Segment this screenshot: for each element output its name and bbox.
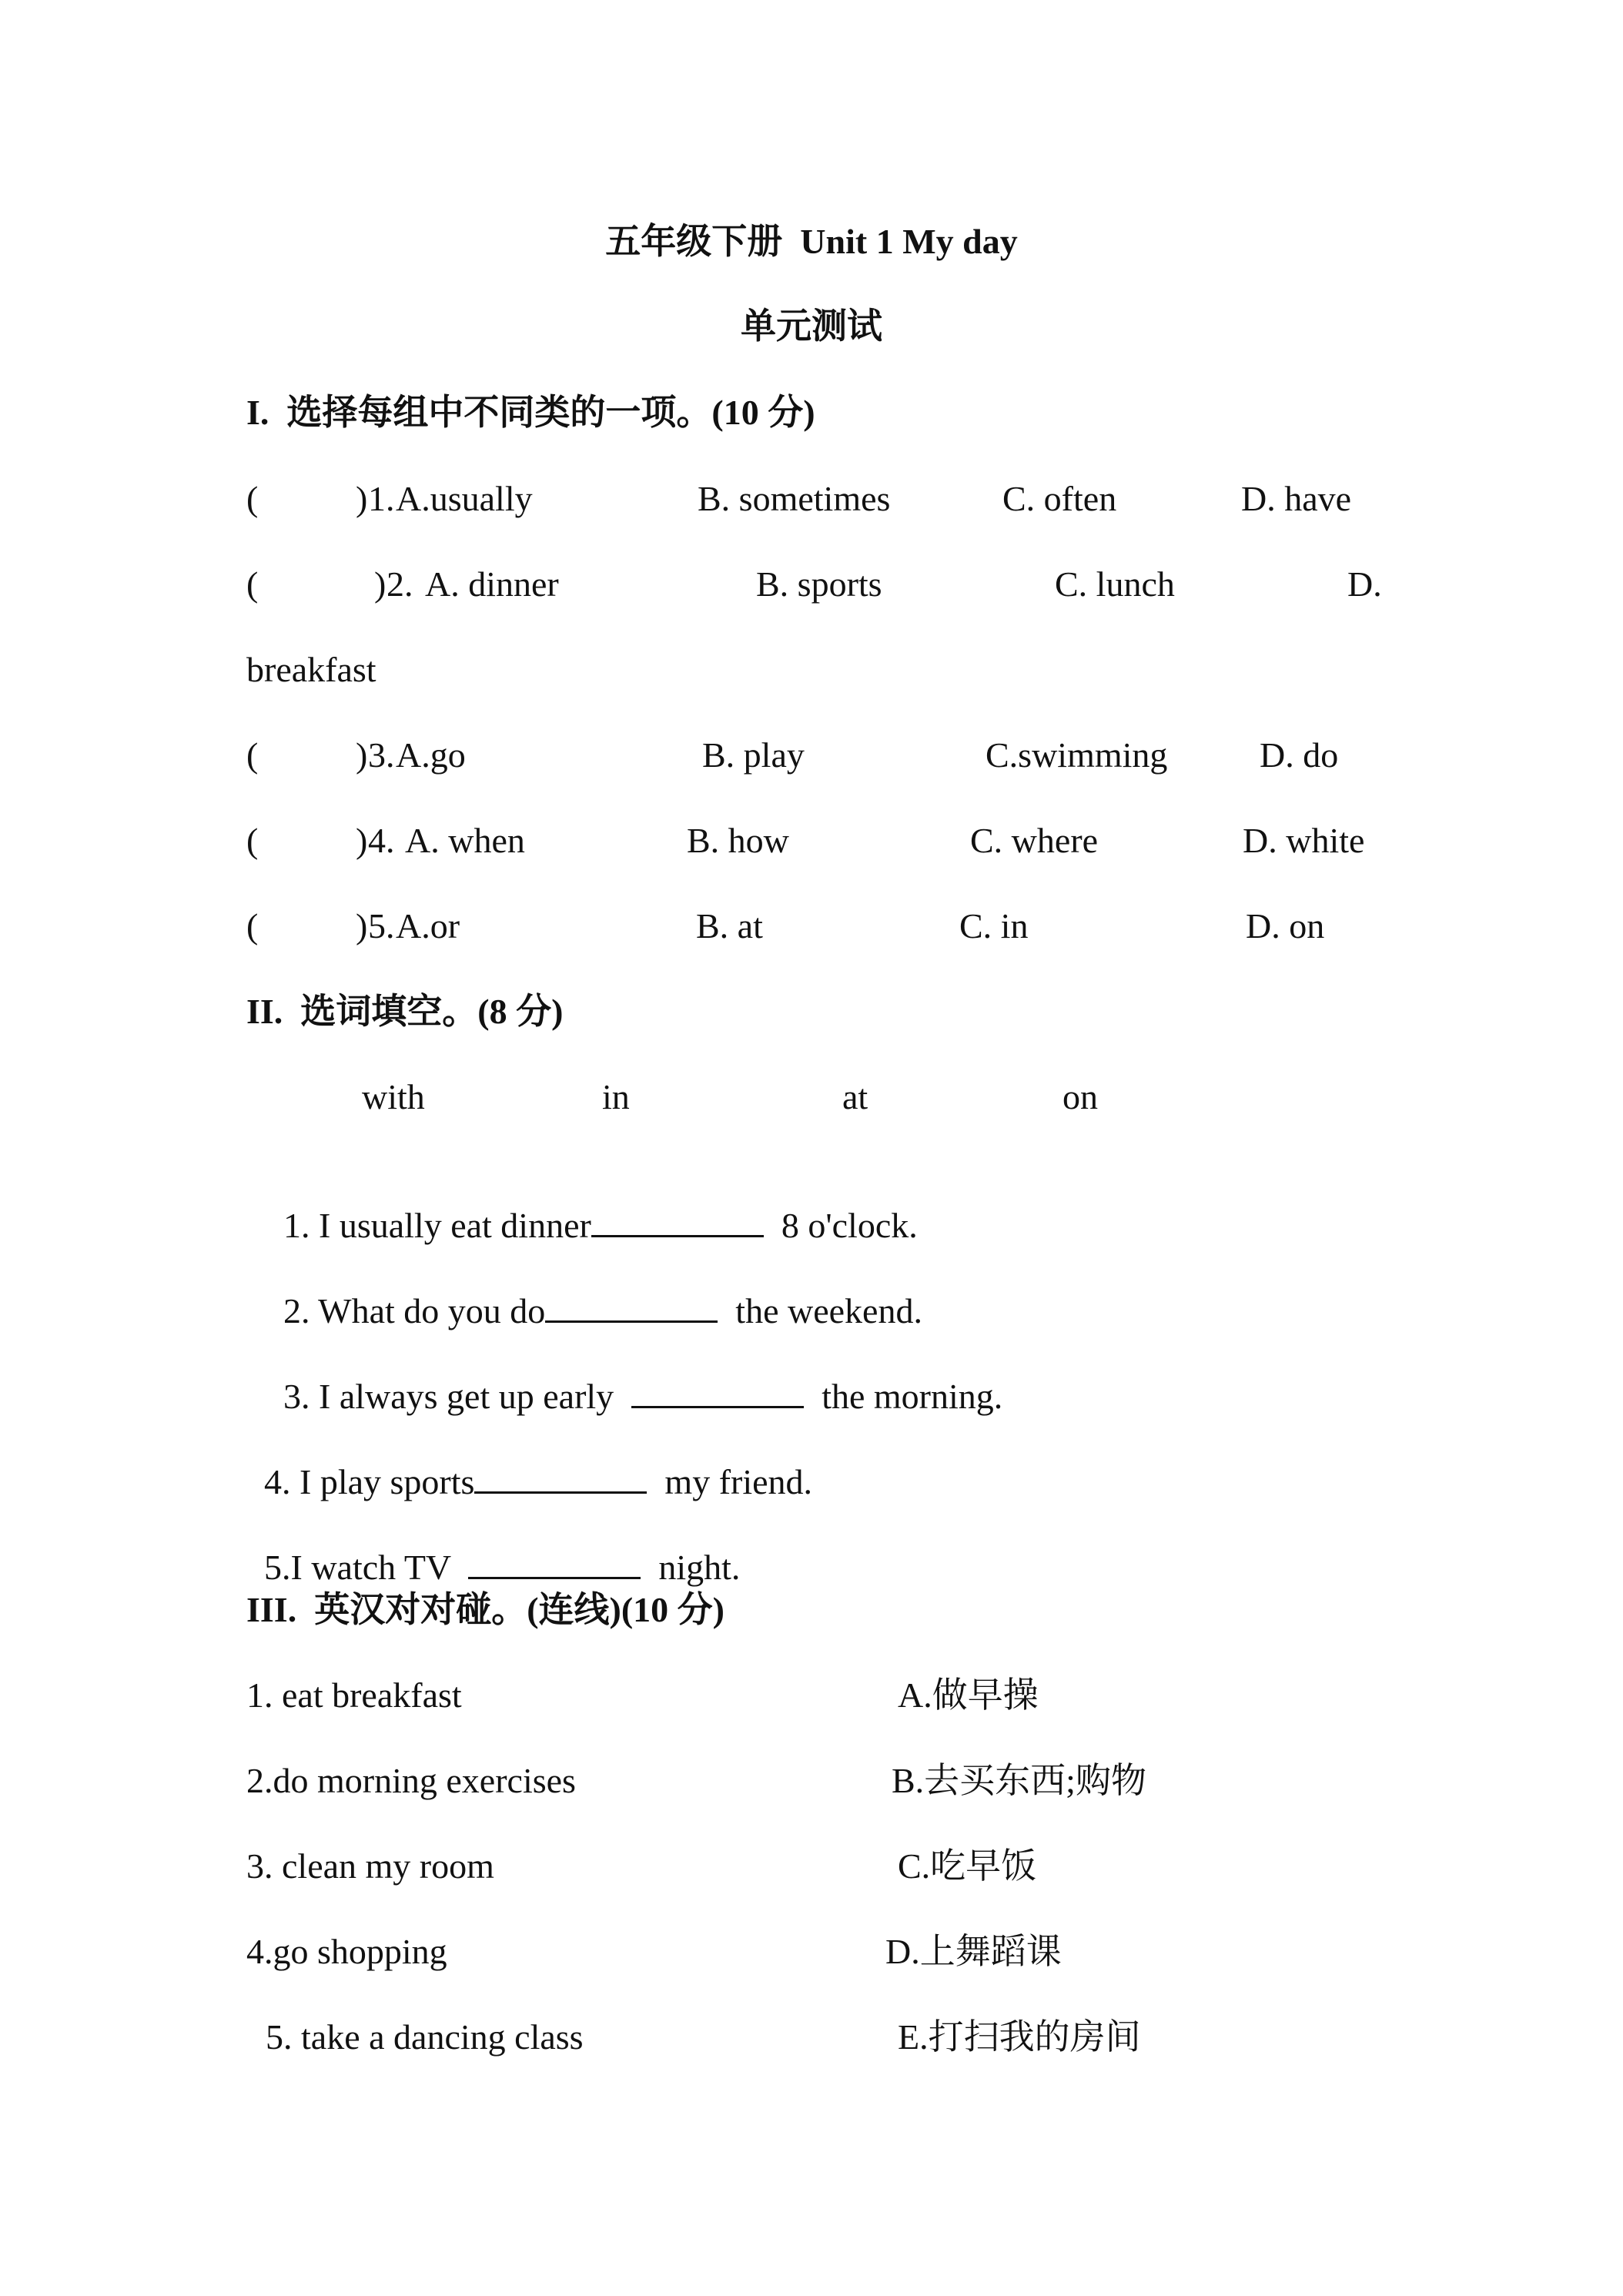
match-left-2[interactable]: 2.do morning exercises bbox=[246, 1761, 576, 1800]
item-1-option-d: D. have bbox=[1241, 479, 1352, 518]
item-5-number: 5. bbox=[368, 906, 395, 946]
fill-sentence-1-before: 1. I usually eat dinner bbox=[283, 1206, 591, 1245]
fill-sentence-1-after: 8 o'clock. bbox=[781, 1206, 918, 1245]
fill-sentence-4-after: my friend. bbox=[664, 1462, 813, 1501]
item-1-option-a: A.usually bbox=[396, 479, 533, 518]
item-3-close-paren: ) bbox=[356, 735, 368, 775]
match-right-d[interactable]: D.上舞蹈课 bbox=[885, 1932, 1062, 1971]
fill-sentence-4 bbox=[246, 1417, 812, 1504]
item-4-open-paren: ( bbox=[246, 821, 259, 860]
word-bank-with: with bbox=[362, 1077, 425, 1116]
page-subtitle: 单元测试 bbox=[741, 306, 882, 346]
item-3-option-d: D. do bbox=[1260, 735, 1339, 775]
item-1-option-c: C. often bbox=[1002, 479, 1117, 518]
item-4-option-a: A. when bbox=[405, 821, 525, 860]
match-left-5[interactable]: 5. take a dancing class bbox=[266, 2017, 584, 2057]
word-bank-in: in bbox=[602, 1077, 630, 1116]
item-3-option-c: C.swimming bbox=[986, 735, 1168, 775]
fill-blank-1[interactable] bbox=[591, 1204, 764, 1237]
item-5-open-paren: ( bbox=[246, 906, 259, 946]
fill-sentence-2-before: 2. What do you do bbox=[283, 1291, 546, 1330]
item-1-option-b: B. sometimes bbox=[698, 479, 891, 518]
item-4-option-b: B. how bbox=[687, 821, 789, 860]
match-right-c[interactable]: C.吃早饭 bbox=[898, 1846, 1037, 1886]
item-4-option-c: C. where bbox=[970, 821, 1099, 860]
item-5-option-d: D. on bbox=[1246, 906, 1325, 946]
item-5-option-b: B. at bbox=[696, 906, 763, 946]
fill-sentence-4-before: 4. I play sports bbox=[264, 1462, 475, 1501]
item-4-number: 4. bbox=[368, 821, 403, 860]
section-3-heading: III. 英汉对对碰。(连线)(10 分) bbox=[246, 1590, 724, 1629]
item-5-option-c: C. in bbox=[959, 906, 1029, 946]
item-2-option-d: D. bbox=[1347, 564, 1382, 604]
word-bank-at: at bbox=[842, 1077, 868, 1116]
item-2-option-b: B. sports bbox=[756, 564, 882, 604]
item-2-option-a: A. dinner bbox=[425, 564, 559, 604]
fill-sentence-2-after: the weekend. bbox=[735, 1291, 922, 1330]
item-1-open-paren: ( bbox=[246, 479, 259, 518]
item-1-close-paren: ) bbox=[356, 479, 368, 518]
item-4-option-d: D. white bbox=[1243, 821, 1365, 860]
fill-sentence-3 bbox=[266, 1332, 1002, 1418]
match-right-a[interactable]: A.做早操 bbox=[898, 1675, 1039, 1715]
fill-blank-3[interactable] bbox=[631, 1375, 804, 1408]
fill-sentence-5-after: night. bbox=[658, 1548, 741, 1587]
item-3-open-paren: ( bbox=[246, 735, 259, 775]
section-2-heading: II. 选词填空。(8 分) bbox=[246, 992, 564, 1031]
item-5-option-a: A.or bbox=[396, 906, 460, 946]
word-bank-on: on bbox=[1062, 1077, 1098, 1116]
item-2-open-paren: ( bbox=[246, 564, 259, 604]
fill-sentence-3-after: the morning. bbox=[822, 1377, 1003, 1416]
fill-blank-5[interactable] bbox=[468, 1546, 641, 1579]
match-left-4[interactable]: 4.go shopping bbox=[246, 1932, 447, 1971]
item-3-option-b: B. play bbox=[702, 735, 805, 775]
fill-sentence-3-before: 3. I always get up early bbox=[283, 1377, 614, 1416]
item-3-option-a: A.go bbox=[396, 735, 466, 775]
item-4-close-paren: ) bbox=[356, 821, 368, 860]
item-5-close-paren: ) bbox=[356, 906, 368, 946]
item-2-option-d-continued: breakfast bbox=[246, 650, 376, 689]
fill-sentence-1 bbox=[266, 1161, 918, 1247]
item-2-close-paren: ) bbox=[374, 564, 387, 604]
match-left-1[interactable]: 1. eat breakfast bbox=[246, 1675, 462, 1715]
fill-blank-2[interactable] bbox=[545, 1290, 718, 1323]
match-left-3[interactable]: 3. clean my room bbox=[246, 1846, 494, 1886]
item-2-option-c: C. lunch bbox=[1055, 564, 1175, 604]
page-title: 五年级下册 Unit 1 My day bbox=[605, 222, 1018, 261]
fill-blank-4[interactable] bbox=[474, 1461, 647, 1494]
match-right-b[interactable]: B.去买东西;购物 bbox=[892, 1761, 1146, 1800]
item-1-number: 1. bbox=[368, 479, 395, 518]
item-2-number: 2. bbox=[387, 564, 422, 604]
item-3-number: 3. bbox=[368, 735, 395, 775]
fill-sentence-5 bbox=[246, 1503, 740, 1589]
match-right-e[interactable]: E.打扫我的房间 bbox=[898, 2017, 1141, 2057]
fill-sentence-5-before: 5.I watch TV bbox=[264, 1548, 451, 1587]
section-1-heading: I. 选择每组中不同类的一项。(10 分) bbox=[246, 393, 815, 432]
fill-sentence-2 bbox=[266, 1247, 922, 1333]
